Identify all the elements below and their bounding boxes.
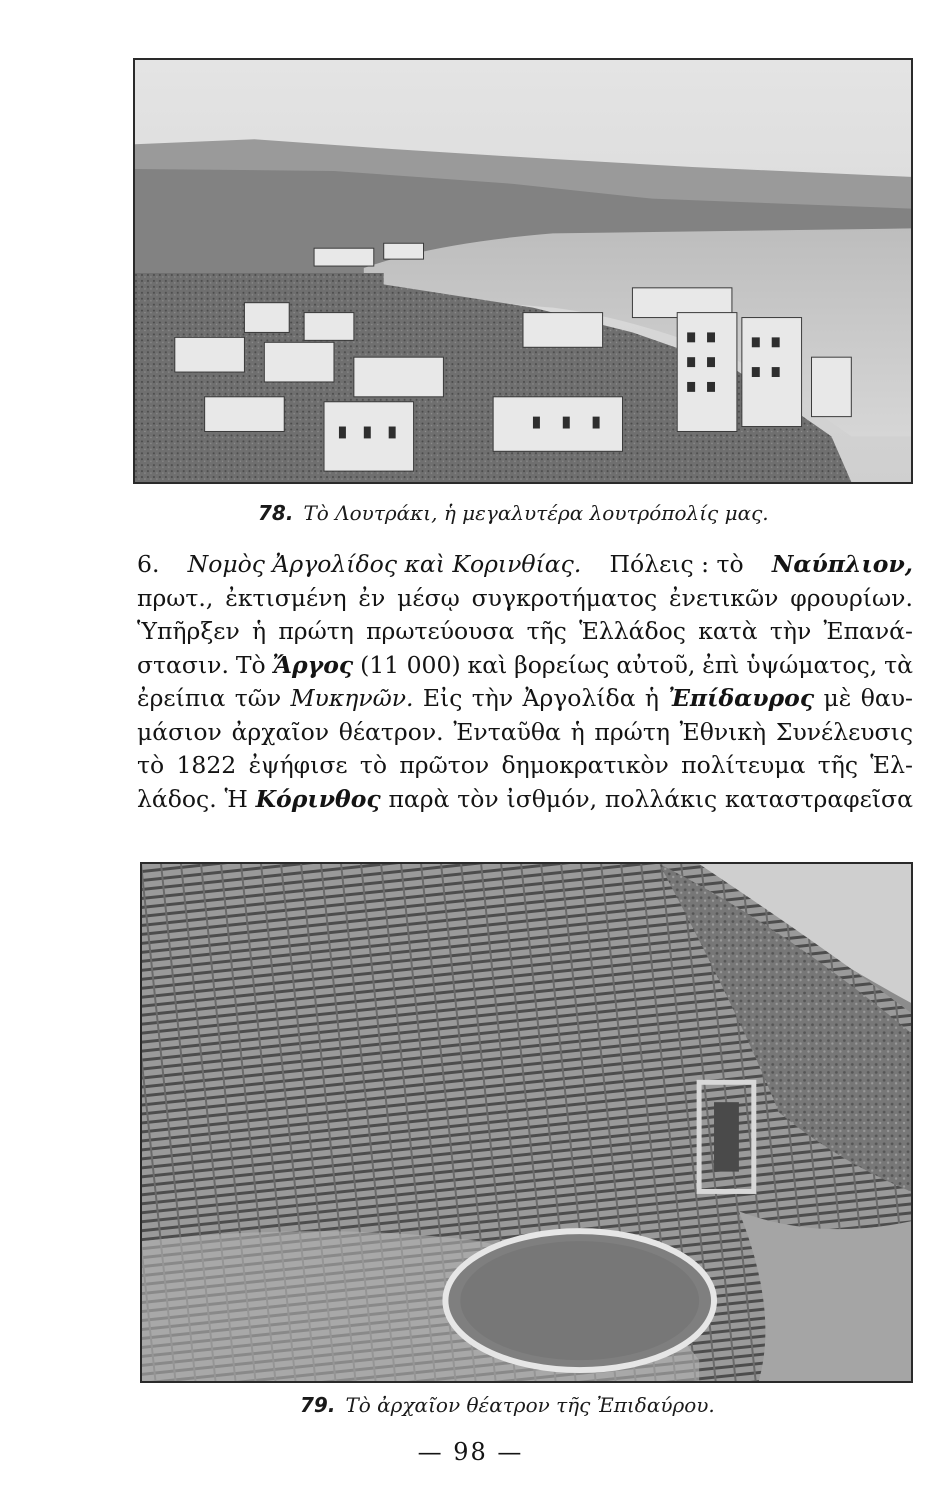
- word: ἐπὶ: [702, 650, 740, 679]
- place-nafplio: Ναύπλιον,: [771, 550, 913, 578]
- text-line-5: [137, 682, 913, 716]
- word: Ἐθνικὴ: [679, 717, 767, 746]
- word: ἐκτισμένη: [225, 583, 347, 612]
- word: πρωτεύουσα: [366, 617, 515, 645]
- word: βορείως: [514, 650, 610, 679]
- text-line-1: [137, 548, 913, 582]
- word: ἡ: [251, 617, 267, 645]
- word: πρωτ.,: [137, 583, 214, 612]
- place-corinth: Κόρινθος: [255, 784, 381, 813]
- word: μέσῳ: [397, 583, 460, 612]
- word: Ἐπανά-: [823, 617, 913, 645]
- word: Τὸ: [235, 650, 266, 679]
- word: τὸν: [457, 784, 499, 813]
- word: ἰσθμόν,: [506, 784, 598, 813]
- word: ἐν: [358, 583, 386, 612]
- figure-78-caption-text: Τὸ Λουτράκι, ἡ μεγαλυτέρα λουτρόπολίς μας.: [303, 501, 769, 525]
- word: ἡ: [570, 717, 585, 746]
- word: ἐνετικῶν: [669, 583, 779, 612]
- word: τὴν: [471, 684, 514, 712]
- word: Ἡ: [224, 784, 248, 813]
- word: 6.: [137, 550, 160, 578]
- word: τὴν: [769, 617, 812, 645]
- figure-79-caption-text: Τὸ ἀρχαῖον θέατρον τῆς Ἐπιδαύρου.: [345, 1393, 715, 1417]
- word: φρουρίων.: [790, 583, 913, 612]
- word: τῆς: [526, 617, 567, 645]
- word: τὰ: [884, 650, 913, 679]
- word: θαυ-: [860, 684, 913, 712]
- word: τῶν: [234, 684, 282, 712]
- word: καὶ: [467, 650, 508, 679]
- page-number: — 98 —: [417, 1438, 524, 1466]
- text-line-4: [137, 649, 913, 683]
- place-epidaurus: Ἐπίδαυρος: [668, 684, 815, 712]
- word: Ἑλλάδος: [579, 617, 686, 645]
- text-line-2: [137, 582, 913, 616]
- word: μὲ: [823, 684, 852, 712]
- word: τὸ: [137, 751, 165, 779]
- word: πολλάκις: [604, 784, 718, 813]
- text-line-3: [137, 615, 913, 649]
- word: ἡ: [644, 684, 660, 712]
- word: πρῶτον: [399, 751, 490, 779]
- word: Ἐνταῦθα: [453, 717, 561, 746]
- word: Ἀργολίδα: [522, 684, 636, 712]
- figure-78-number: 78.: [258, 501, 294, 525]
- place-argos: Ἄργος: [272, 650, 354, 679]
- text-line-8: [137, 783, 913, 817]
- word: παρὰ: [388, 784, 450, 813]
- word: Ὑπῆρξεν: [137, 617, 240, 645]
- word: πρώτη: [278, 617, 354, 645]
- word: Συνέλευσις: [775, 717, 913, 746]
- word: καταστραφεῖσα: [725, 784, 913, 813]
- word: ἐρείπια: [137, 684, 226, 712]
- figure-79-caption: [300, 1393, 715, 1417]
- word: δημοκρατικὸν: [501, 751, 669, 779]
- word: ἐψήφισε: [248, 751, 348, 779]
- text-line-6: [137, 716, 913, 750]
- word: τῆς: [817, 751, 858, 779]
- word: Ἑλ-: [870, 751, 913, 779]
- word: θέατρον.: [338, 717, 444, 746]
- word: ἀρχαῖον: [231, 717, 330, 746]
- word: πρώτη: [594, 717, 670, 746]
- heading-prefecture: Νομὸς Ἀργολίδος καὶ Κορινθίας.: [187, 550, 582, 578]
- figure-79-number: 79.: [300, 1393, 336, 1417]
- word: ὑψώματος,: [746, 650, 878, 679]
- word: συγκροτήματος: [471, 583, 658, 612]
- word: πολίτευμα: [681, 751, 806, 779]
- loutraki-photo: [133, 58, 913, 484]
- figure-78-caption: [258, 501, 769, 525]
- text-line-7: [137, 749, 913, 783]
- place-mycenae: Μυκηνῶν.: [290, 684, 414, 712]
- word: Εἰς: [422, 684, 463, 712]
- word: μάσιον: [137, 717, 222, 746]
- word: 1822: [176, 751, 237, 779]
- word: Πόλεις : τὸ: [609, 550, 744, 578]
- body-paragraph: [137, 548, 913, 816]
- epidaurus-theatre-photo: [140, 862, 913, 1383]
- word: στασιν.: [137, 650, 229, 679]
- word: τὸ: [359, 751, 388, 779]
- word: (11 000): [360, 650, 461, 679]
- word: λάδος.: [137, 784, 217, 813]
- word: κατὰ: [698, 617, 758, 645]
- word: αὐτοῦ,: [616, 650, 696, 679]
